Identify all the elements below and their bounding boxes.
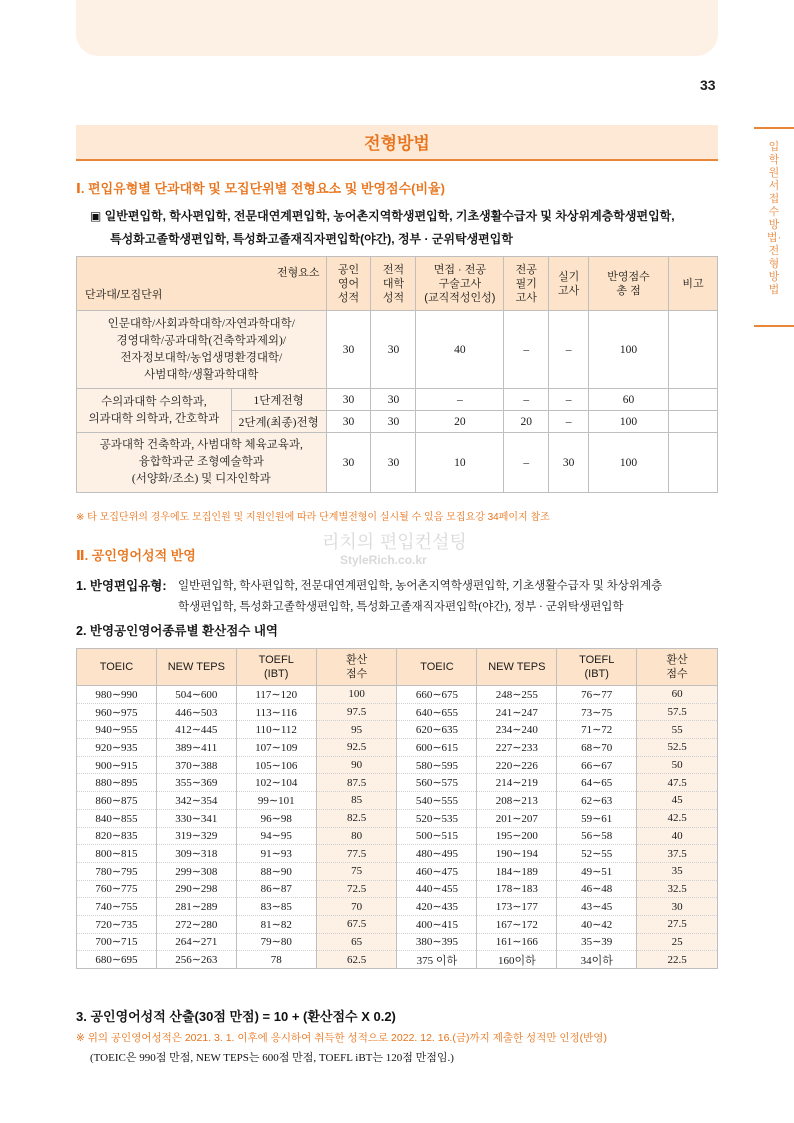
col-header xyxy=(589,257,669,311)
score-cell: 22.5 xyxy=(637,951,718,969)
page-title: 전형방법 xyxy=(76,125,718,161)
range-cell: 440∼455 xyxy=(397,880,477,898)
range-cell: 78 xyxy=(236,951,316,969)
cell-text: TOEFL (IBT) xyxy=(258,654,294,680)
col-header xyxy=(477,649,557,686)
range-cell: 272∼280 xyxy=(156,915,236,933)
col-header xyxy=(504,257,549,311)
range-cell: 640∼655 xyxy=(397,703,477,721)
table-row xyxy=(77,951,718,969)
range-cell: 309∼318 xyxy=(156,845,236,863)
table-row xyxy=(77,880,718,898)
score-cell: 70 xyxy=(316,898,397,916)
value-cell: – xyxy=(416,389,504,411)
score-cell: 67.5 xyxy=(316,915,397,933)
range-cell: 35∼39 xyxy=(557,933,637,951)
range-cell: 59∼61 xyxy=(557,809,637,827)
table-row xyxy=(77,774,718,792)
range-cell: 241∼247 xyxy=(477,703,557,721)
cell-text: NEW TEPS xyxy=(488,661,546,673)
value-cell: – xyxy=(504,433,549,493)
selection-elements-table xyxy=(76,256,718,493)
range-cell: 46∼48 xyxy=(557,880,637,898)
cell-text: 실기 고사 xyxy=(558,270,580,297)
col-header xyxy=(668,257,717,311)
score-cell: 47.5 xyxy=(637,774,718,792)
range-cell: 460∼475 xyxy=(397,862,477,880)
range-cell: 64∼65 xyxy=(557,774,637,792)
table-row xyxy=(77,686,718,704)
section2-note1: ※ 위의 공인영어성적은 2021. 3. 1. 이후에 응시하여 취득한 성적으로 2022. 12. 16.(금)까지 제출한 성적만 인정(반영) xyxy=(76,1032,607,1044)
item1-label: 1. 반영편입유형: xyxy=(76,579,167,593)
cell-text: 수의과대학 수의학과, 의과대학 의학과, 간호학과 xyxy=(88,395,220,425)
value-cell: 30 xyxy=(326,433,371,493)
score-cell: 52.5 xyxy=(637,739,718,757)
range-cell: 96∼98 xyxy=(236,809,316,827)
range-cell: 330∼341 xyxy=(156,809,236,827)
value-cell: 100 xyxy=(589,411,669,433)
header-corner-top: 전형요소 xyxy=(277,266,320,279)
value-cell: – xyxy=(504,389,549,411)
section1-bullet-line1: ▣ 일반편입학, 학사편입학, 전문대연계편입학, 농어촌지역학생편입학, 기초생활수급자 및 차상위계층학생편입학, xyxy=(90,209,675,223)
range-cell: 660∼675 xyxy=(397,686,477,704)
range-cell: 370∼388 xyxy=(156,756,236,774)
range-cell: 66∼67 xyxy=(557,756,637,774)
range-cell: 68∼70 xyxy=(557,739,637,757)
watermark: 리치의 편입컨설팅 xyxy=(322,532,467,553)
range-cell: 700∼715 xyxy=(77,933,157,951)
score-conversion-table xyxy=(76,648,718,969)
score-cell: 97.5 xyxy=(316,703,397,721)
col-header xyxy=(637,649,718,686)
side-tab-label: 입학원서 접수방법·전형방법 xyxy=(766,141,782,296)
table-row xyxy=(77,739,718,757)
range-cell: 920∼935 xyxy=(77,739,157,757)
range-cell: 380∼395 xyxy=(397,933,477,951)
range-cell: 52∼55 xyxy=(557,845,637,863)
cell-text: NEW TEPS xyxy=(167,661,225,673)
cell-text: TOEIC xyxy=(420,661,454,673)
range-cell: 214∼219 xyxy=(477,774,557,792)
col-header xyxy=(236,649,316,686)
table-row xyxy=(77,311,718,389)
table-row xyxy=(77,915,718,933)
value-cell: 30 xyxy=(549,433,589,493)
range-cell: 173∼177 xyxy=(477,898,557,916)
value-cell: 20 xyxy=(504,411,549,433)
cell-text: 인문대학/사회과학대학/자연과학대학/ 경영대학/공과대학(건축학과제외)/ 전자정보대학/농업생명환경대학/ 사범대학/생활과학대학 xyxy=(107,317,295,381)
range-cell: 800∼815 xyxy=(77,845,157,863)
score-cell: 35 xyxy=(637,862,718,880)
section1-note: ※ 타 모집단위의 경우에도 모집인원 및 지원인원에 따라 단계별전형이 실시될 수 있음 모집요강 34페이지 참조 xyxy=(76,512,550,523)
range-cell: 820∼835 xyxy=(77,827,157,845)
col-header xyxy=(77,649,157,686)
value-cell: 30 xyxy=(326,389,371,411)
range-cell: 107∼109 xyxy=(236,739,316,757)
range-cell: 83∼85 xyxy=(236,898,316,916)
range-cell: 79∼80 xyxy=(236,933,316,951)
table-row xyxy=(77,827,718,845)
score-cell: 30 xyxy=(637,898,718,916)
side-tab xyxy=(754,127,794,327)
value-cell: – xyxy=(549,389,589,411)
range-cell: 105∼106 xyxy=(236,756,316,774)
col-header xyxy=(416,257,504,311)
range-cell: 234∼240 xyxy=(477,721,557,739)
header-corner xyxy=(77,257,327,311)
value-cell: – xyxy=(504,311,549,389)
value-cell: 100 xyxy=(589,311,669,389)
value-cell xyxy=(668,389,717,411)
range-cell: 86∼87 xyxy=(236,880,316,898)
unit-cell xyxy=(77,311,327,389)
score-cell: 62.5 xyxy=(316,951,397,969)
item3-formula: 3. 공인영어성적 산출(30점 만점) = 10 + (환산점수 X 0.2) xyxy=(76,1009,396,1024)
range-cell: 355∼369 xyxy=(156,774,236,792)
score-cell: 40 xyxy=(637,827,718,845)
range-cell: 40∼42 xyxy=(557,915,637,933)
score-cell: 45 xyxy=(637,792,718,810)
col-header xyxy=(557,649,637,686)
score-cell: 95 xyxy=(316,721,397,739)
table-row xyxy=(77,933,718,951)
table-row xyxy=(77,792,718,810)
score-cell: 42.5 xyxy=(637,809,718,827)
range-cell: 76∼77 xyxy=(557,686,637,704)
range-cell: 480∼495 xyxy=(397,845,477,863)
cell-text: 전적 대학 성적 xyxy=(382,263,405,304)
cell-text: TOEIC xyxy=(99,661,134,673)
col-header xyxy=(371,257,416,311)
table-row xyxy=(77,845,718,863)
cell-text: 면접 · 전공 구술고사 (교직적성인성) xyxy=(424,263,496,304)
cell-text: 반영점수 총 점 xyxy=(607,270,650,297)
range-cell: 264∼271 xyxy=(156,933,236,951)
range-cell: 161∼166 xyxy=(477,933,557,951)
table-row xyxy=(77,433,718,493)
value-cell: 30 xyxy=(371,411,416,433)
range-cell: 160이하 xyxy=(477,951,557,969)
value-cell: 10 xyxy=(416,433,504,493)
range-cell: 88∼90 xyxy=(236,862,316,880)
range-cell: 860∼875 xyxy=(77,792,157,810)
item1-line1: 일반편입학, 학사편입학, 전문대연계편입학, 농어촌지역학생편입학, 기초생활수급자 및 차상위계층 xyxy=(178,580,663,592)
value-cell: 40 xyxy=(416,311,504,389)
range-cell: 840∼855 xyxy=(77,809,157,827)
table-row xyxy=(77,862,718,880)
value-cell xyxy=(668,311,717,389)
range-cell: 56∼58 xyxy=(557,827,637,845)
range-cell: 504∼600 xyxy=(156,686,236,704)
range-cell: 184∼189 xyxy=(477,862,557,880)
range-cell: 71∼72 xyxy=(557,721,637,739)
range-cell: 620∼635 xyxy=(397,721,477,739)
range-cell: 880∼895 xyxy=(77,774,157,792)
value-cell: 20 xyxy=(416,411,504,433)
range-cell: 342∼354 xyxy=(156,792,236,810)
section1-bullet-line2: 특성화고졸학생편입학, 특성화고졸재직자편입학(야간), 정부 · 군위탁생편입학 xyxy=(110,232,513,246)
score-cell: 57.5 xyxy=(637,703,718,721)
table-row xyxy=(77,721,718,739)
range-cell: 208∼213 xyxy=(477,792,557,810)
col-header xyxy=(156,649,236,686)
range-cell: 580∼595 xyxy=(397,756,477,774)
stage-cell: 1단계전형 xyxy=(231,389,326,411)
value-cell: 60 xyxy=(589,389,669,411)
score-cell: 55 xyxy=(637,721,718,739)
table-row xyxy=(77,389,718,411)
score-cell: 32.5 xyxy=(637,880,718,898)
section2-heading: Ⅱ. 공인영어성적 반영 xyxy=(76,548,196,563)
score-cell: 50 xyxy=(637,756,718,774)
range-cell: 900∼915 xyxy=(77,756,157,774)
range-cell: 167∼172 xyxy=(477,915,557,933)
range-cell: 420∼435 xyxy=(397,898,477,916)
range-cell: 560∼575 xyxy=(397,774,477,792)
col-header xyxy=(397,649,477,686)
score-cell: 60 xyxy=(637,686,718,704)
score-cell: 77.5 xyxy=(316,845,397,863)
cell-text: TOEFL (IBT) xyxy=(579,654,615,680)
range-cell: 102∼104 xyxy=(236,774,316,792)
range-cell: 94∼95 xyxy=(236,827,316,845)
range-cell: 740∼755 xyxy=(77,898,157,916)
unit-cell xyxy=(77,433,327,493)
range-cell: 220∼226 xyxy=(477,756,557,774)
table-row xyxy=(77,703,718,721)
range-cell: 99∼101 xyxy=(236,792,316,810)
range-cell: 520∼535 xyxy=(397,809,477,827)
score-cell: 37.5 xyxy=(637,845,718,863)
score-cell: 72.5 xyxy=(316,880,397,898)
item2-label: 2. 반영공인영어종류별 환산점수 내역 xyxy=(76,624,278,638)
stage-cell: 2단계(최종)전형 xyxy=(231,411,326,433)
value-cell: – xyxy=(549,311,589,389)
range-cell: 319∼329 xyxy=(156,827,236,845)
cell-text: 비고 xyxy=(682,277,704,290)
range-cell: 446∼503 xyxy=(156,703,236,721)
col-header xyxy=(326,257,371,311)
value-cell: 30 xyxy=(326,411,371,433)
range-cell: 281∼289 xyxy=(156,898,236,916)
value-cell: 30 xyxy=(371,389,416,411)
score-cell: 87.5 xyxy=(316,774,397,792)
value-cell xyxy=(668,411,717,433)
range-cell: 178∼183 xyxy=(477,880,557,898)
section2-note2: (TOEIC은 990점 만점, NEW TEPS는 600점 만점, TOEFL iBT는 120점 만점임.) xyxy=(90,1052,454,1064)
range-cell: 600∼615 xyxy=(397,739,477,757)
score-cell: 25 xyxy=(637,933,718,951)
range-cell: 940∼955 xyxy=(77,721,157,739)
range-cell: 201∼207 xyxy=(477,809,557,827)
col-header xyxy=(316,649,397,686)
range-cell: 49∼51 xyxy=(557,862,637,880)
score-cell: 80 xyxy=(316,827,397,845)
range-cell: 760∼775 xyxy=(77,880,157,898)
col-header xyxy=(549,257,589,311)
range-cell: 117∼120 xyxy=(236,686,316,704)
header-corner-bottom: 단과대/모집단위 xyxy=(85,288,163,301)
range-cell: 43∼45 xyxy=(557,898,637,916)
range-cell: 375 이하 xyxy=(397,951,477,969)
unit-cell xyxy=(77,389,232,433)
watermark-url: StyleRich.co.kr xyxy=(340,553,427,567)
range-cell: 91∼93 xyxy=(236,845,316,863)
score-cell: 75 xyxy=(316,862,397,880)
top-tab-decoration xyxy=(76,0,718,56)
range-cell: 110∼112 xyxy=(236,721,316,739)
value-cell: 30 xyxy=(326,311,371,389)
value-cell xyxy=(668,433,717,493)
cell-text: 환산 점수 xyxy=(666,654,688,680)
value-cell: 30 xyxy=(371,311,416,389)
range-cell: 389∼411 xyxy=(156,739,236,757)
range-cell: 81∼82 xyxy=(236,915,316,933)
range-cell: 960∼975 xyxy=(77,703,157,721)
value-cell: 30 xyxy=(371,433,416,493)
item1-line2: 학생편입학, 특성화고졸학생편입학, 특성화고졸재직자편입학(야간), 정부 · 군위탁생편입학 xyxy=(178,601,624,613)
range-cell: 256∼263 xyxy=(156,951,236,969)
range-cell: 113∼116 xyxy=(236,703,316,721)
score-table-header xyxy=(77,649,718,686)
value-cell: 100 xyxy=(589,433,669,493)
range-cell: 290∼298 xyxy=(156,880,236,898)
range-cell: 190∼194 xyxy=(477,845,557,863)
table-row xyxy=(77,809,718,827)
section1-heading: Ⅰ. 편입유형별 단과대학 및 모집단위별 전형요소 및 반영점수(비율) xyxy=(76,181,445,196)
range-cell: 540∼555 xyxy=(397,792,477,810)
range-cell: 500∼515 xyxy=(397,827,477,845)
score-cell: 85 xyxy=(316,792,397,810)
range-cell: 195∼200 xyxy=(477,827,557,845)
table-row xyxy=(77,756,718,774)
page-number: 33 xyxy=(700,77,716,93)
range-cell: 34이하 xyxy=(557,951,637,969)
cell-text: 전공 필기 고사 xyxy=(515,263,537,304)
cell-text: 환산 점수 xyxy=(345,654,368,680)
range-cell: 400∼415 xyxy=(397,915,477,933)
score-cell: 27.5 xyxy=(637,915,718,933)
table-row xyxy=(77,898,718,916)
range-cell: 680∼695 xyxy=(77,951,157,969)
range-cell: 780∼795 xyxy=(77,862,157,880)
value-cell: – xyxy=(549,411,589,433)
range-cell: 980∼990 xyxy=(77,686,157,704)
score-cell: 82.5 xyxy=(316,809,397,827)
cell-text: 공인 영어 성적 xyxy=(337,263,360,304)
score-cell: 92.5 xyxy=(316,739,397,757)
range-cell: 248∼255 xyxy=(477,686,557,704)
range-cell: 73∼75 xyxy=(557,703,637,721)
score-cell: 100 xyxy=(316,686,397,704)
score-cell: 65 xyxy=(316,933,397,951)
range-cell: 412∼445 xyxy=(156,721,236,739)
score-cell: 90 xyxy=(316,756,397,774)
range-cell: 227∼233 xyxy=(477,739,557,757)
cell-text: 공과대학 건축학과, 사범대학 체육교육과, 융합학과군 조형예술학과 (서양화/조소) 및 디자인학과 xyxy=(99,439,303,485)
range-cell: 299∼308 xyxy=(156,862,236,880)
range-cell: 720∼735 xyxy=(77,915,157,933)
range-cell: 62∼63 xyxy=(557,792,637,810)
